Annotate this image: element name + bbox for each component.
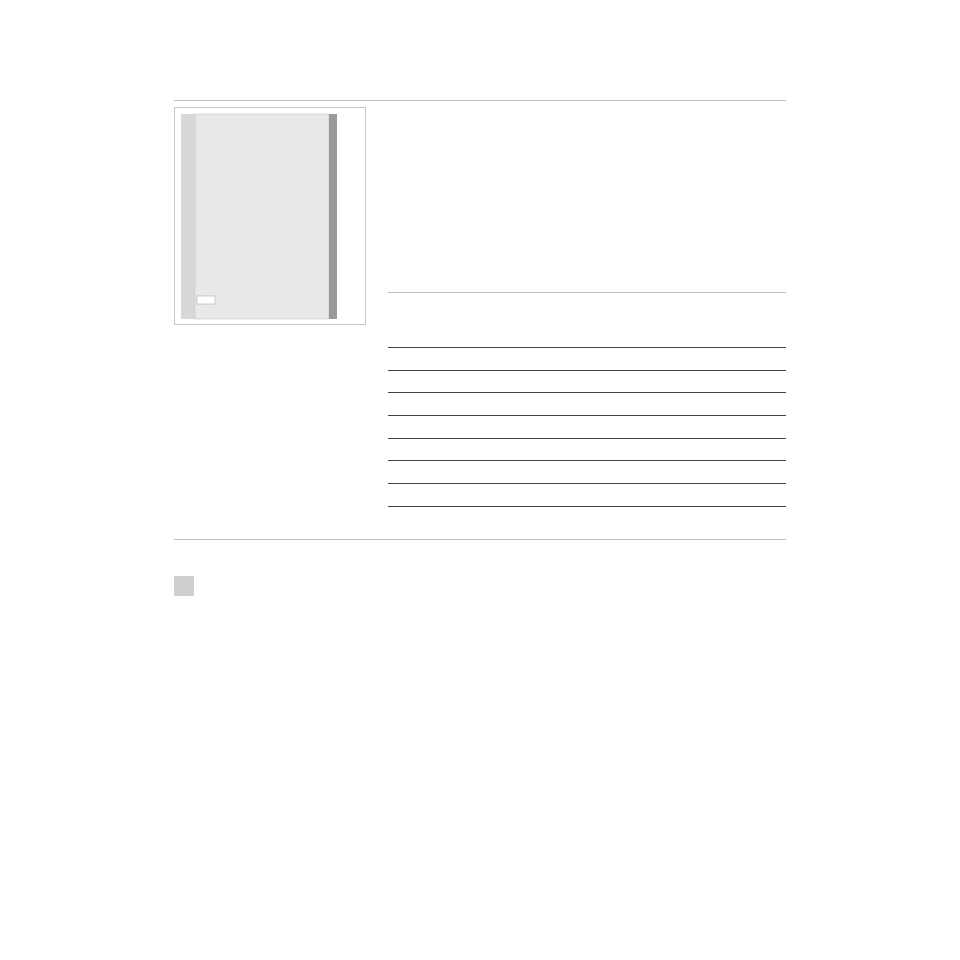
table-row (388, 506, 786, 529)
color-swatch[interactable] (174, 576, 194, 596)
table-row (388, 483, 786, 506)
table-row (388, 438, 786, 461)
table-row (388, 415, 786, 438)
specs-table (388, 347, 786, 529)
table-row (388, 392, 786, 415)
tab-column (329, 114, 337, 319)
product-image (174, 107, 366, 325)
features-divider (388, 292, 786, 293)
table-row (388, 347, 786, 370)
title-divider (174, 100, 786, 101)
bottom-divider (174, 539, 786, 540)
index-card (195, 114, 329, 319)
perforated-strip (181, 114, 195, 319)
barcode-label (197, 296, 215, 304)
table-row (388, 370, 786, 393)
table-row (388, 460, 786, 483)
